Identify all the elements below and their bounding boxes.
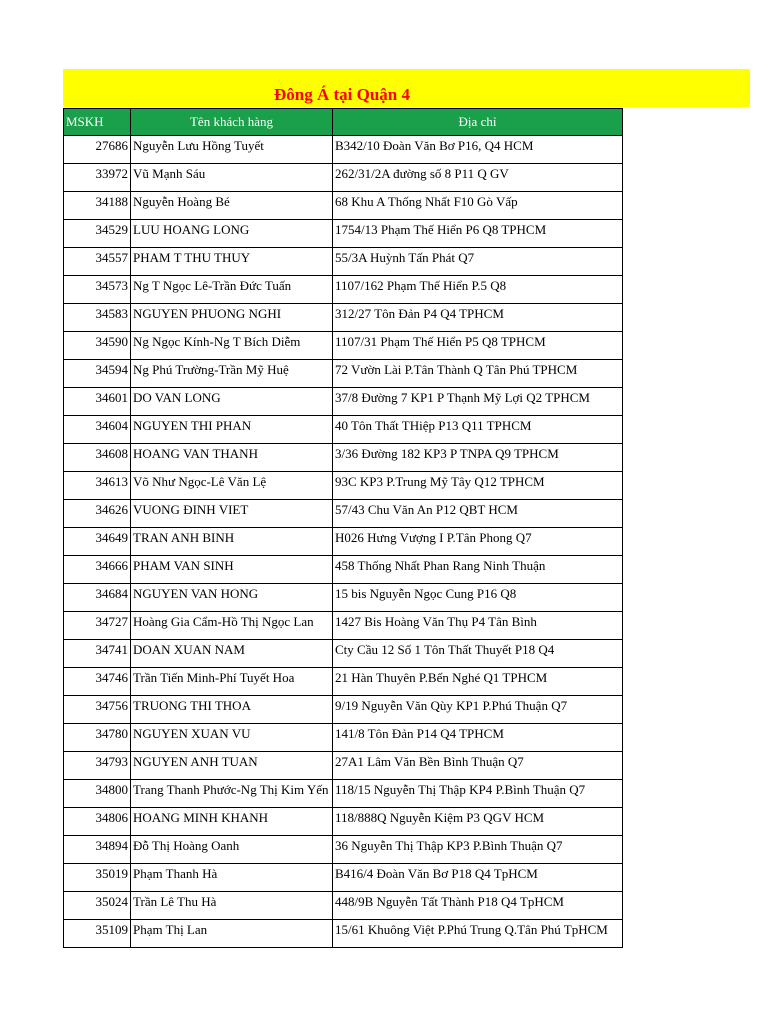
cell-address-text: H026 Hưng Vượng I P.Tân Phong Q7	[335, 531, 532, 545]
cell-name-text: NGUYEN XUAN VU	[133, 727, 251, 741]
cell-address-text: 21 Hàn Thuyên P.Bến Nghé Q1 TPHCM	[335, 671, 548, 685]
cell-code-text: 34604	[95, 419, 128, 433]
cell-address-text: 68 Khu A Thống Nhất F10 Gò Vấp	[335, 195, 518, 209]
cell-code-text: 34188	[95, 195, 128, 209]
cell-name-text: Trần Lê Thu Hà	[133, 895, 217, 909]
cell-name[interactable]	[131, 416, 333, 444]
cell-name-text: NGUYEN PHUONG NGHI	[133, 307, 282, 321]
cell-code[interactable]	[64, 892, 131, 920]
cell-code-text: 34557	[95, 251, 128, 265]
cell-code[interactable]	[64, 248, 131, 276]
cell-name[interactable]	[131, 696, 333, 724]
cell-address[interactable]	[333, 360, 623, 388]
cell-code[interactable]	[64, 668, 131, 696]
cell-code-text: 27686	[95, 139, 128, 153]
cell-name[interactable]	[131, 752, 333, 780]
cell-code[interactable]	[64, 332, 131, 360]
cell-name[interactable]	[131, 528, 333, 556]
cell-address-text: 458 Thống Nhất Phan Rang Ninh Thuận	[335, 559, 546, 573]
cell-address[interactable]	[333, 808, 623, 836]
cell-code-text: 34727	[95, 615, 128, 629]
table-row	[64, 164, 623, 192]
cell-name[interactable]	[131, 836, 333, 864]
cell-code-text: 34590	[95, 335, 128, 349]
cell-code-text: 34626	[95, 503, 128, 517]
column-header-code[interactable]: MSKH	[64, 109, 131, 136]
cell-name[interactable]	[131, 612, 333, 640]
cell-code-text: 33972	[95, 167, 128, 181]
table-row	[64, 276, 623, 304]
cell-name-text: Phạm Thị Lan	[133, 923, 208, 937]
cell-address-text: 57/43 Chu Văn An P12 QBT HCM	[335, 503, 518, 517]
cell-address-text: 3/36 Đường 182 KP3 P TNPA Q9 TPHCM	[335, 447, 559, 461]
cell-name[interactable]	[131, 584, 333, 612]
cell-code-text: 34649	[95, 531, 128, 545]
cell-name[interactable]	[131, 136, 333, 164]
table-row	[64, 752, 623, 780]
header-row	[64, 109, 623, 136]
cell-code[interactable]	[64, 864, 131, 892]
cell-code-text: 34613	[95, 475, 128, 489]
cell-code-text: 34583	[95, 307, 128, 321]
cell-code-text: 34780	[95, 727, 128, 741]
cell-address[interactable]	[333, 640, 623, 668]
cell-code-text: 34529	[95, 223, 128, 237]
table-row	[64, 528, 623, 556]
cell-name-text: NGUYEN THI PHAN	[133, 419, 252, 433]
table-row	[64, 836, 623, 864]
cell-code[interactable]	[64, 304, 131, 332]
cell-code[interactable]	[64, 444, 131, 472]
cell-name-text: Đỗ Thị Hoàng Oanh	[133, 839, 240, 853]
cell-code-text: 35024	[95, 895, 128, 909]
cell-address-text: 118/888Q Nguyễn Kiệm P3 QGV HCM	[335, 811, 545, 825]
cell-address[interactable]	[333, 136, 623, 164]
cell-address[interactable]	[333, 304, 623, 332]
cell-address[interactable]	[333, 248, 623, 276]
table-row	[64, 864, 623, 892]
table-row	[64, 640, 623, 668]
cell-address[interactable]	[333, 752, 623, 780]
cell-address-text: 55/3A Huỳnh Tấn Phát Q7	[335, 251, 475, 265]
cell-address[interactable]	[333, 612, 623, 640]
cell-address-text: 27A1 Lâm Văn Bền Bình Thuận Q7	[335, 755, 524, 769]
table-row	[64, 892, 623, 920]
cell-name[interactable]	[131, 780, 333, 808]
cell-name-text: HOANG MINH KHANH	[133, 811, 269, 825]
cell-name-text: TRAN ANH BINH	[133, 531, 235, 545]
cell-address[interactable]	[333, 780, 623, 808]
cell-code[interactable]	[64, 808, 131, 836]
cell-address-text: 448/9B Nguyễn Tất Thành P18 Q4 TpHCM	[335, 895, 564, 909]
cell-name[interactable]	[131, 808, 333, 836]
cell-name[interactable]	[131, 388, 333, 416]
cell-address-text: 262/31/2A đường số 8 P11 Q GV	[335, 167, 509, 181]
cell-code[interactable]	[64, 724, 131, 752]
cell-name-text: Võ Như Ngọc-Lê Văn Lệ	[133, 475, 267, 489]
cell-code[interactable]	[64, 696, 131, 724]
cell-address[interactable]	[333, 864, 623, 892]
table-row	[64, 612, 623, 640]
cell-address[interactable]	[333, 892, 623, 920]
cell-address-text: 1107/31 Phạm Thế Hiển P5 Q8 TPHCM	[335, 335, 546, 349]
column-header-address[interactable]: Địa chỉ	[333, 109, 623, 136]
cell-name-text: PHAM VAN SINH	[133, 559, 234, 573]
cell-address[interactable]	[333, 388, 623, 416]
cell-address-text: B342/10 Đoàn Văn Bơ P16, Q4 HCM	[335, 139, 534, 153]
cell-address[interactable]	[333, 724, 623, 752]
cell-code-text: 34594	[95, 363, 128, 377]
table-row	[64, 668, 623, 696]
table-row	[64, 556, 623, 584]
cell-name[interactable]	[131, 276, 333, 304]
cell-address[interactable]	[333, 332, 623, 360]
cell-name-text: Trang Thanh Phước-Ng Thị Kim Yến	[133, 783, 329, 797]
cell-address[interactable]	[333, 444, 623, 472]
table-row	[64, 780, 623, 808]
cell-code[interactable]	[64, 556, 131, 584]
cell-code[interactable]	[64, 164, 131, 192]
cell-address[interactable]	[333, 668, 623, 696]
cell-name[interactable]	[131, 332, 333, 360]
table-row	[64, 920, 623, 948]
cell-code-text: 34684	[95, 587, 128, 601]
cell-name[interactable]	[131, 500, 333, 528]
cell-name-text: NGUYEN VAN HONG	[133, 587, 259, 601]
table-row	[64, 192, 623, 220]
cell-name-text: VUONG ĐINH VIET	[133, 503, 249, 517]
cell-address-text: 40 Tôn Thất THiệp P13 Q11 TPHCM	[335, 419, 532, 433]
cell-name-text: Phạm Thanh Hà	[133, 867, 218, 881]
table-row	[64, 444, 623, 472]
table-row	[64, 472, 623, 500]
cell-code[interactable]	[64, 752, 131, 780]
cell-name-text: Nguyễn Hoàng Bé	[133, 195, 230, 209]
cell-name[interactable]	[131, 724, 333, 752]
table-row	[64, 584, 623, 612]
cell-name-text: DOAN XUAN NAM	[133, 643, 245, 657]
cell-name[interactable]	[131, 248, 333, 276]
cell-code[interactable]	[64, 416, 131, 444]
cell-name-text: Ng T Ngọc Lê-Trần Đức Tuấn	[133, 279, 292, 293]
cell-code[interactable]	[64, 136, 131, 164]
cell-code[interactable]	[64, 584, 131, 612]
cell-name-text: Ng Ngọc Kính-Ng T Bích Diễm	[133, 335, 301, 349]
cell-name-text: TRUONG THI THOA	[133, 699, 251, 713]
cell-address[interactable]	[333, 500, 623, 528]
cell-name-text: LUU HOANG LONG	[133, 223, 250, 237]
cell-address-text: 141/8 Tôn Đản P14 Q4 TPHCM	[335, 727, 504, 741]
cell-name-text: PHAM T THU THUY	[133, 251, 251, 265]
cell-address-text: Cty Cầu 12 Số 1 Tôn Thất Thuyết P18 Q4	[335, 643, 555, 657]
cell-code-text: 34746	[95, 671, 128, 685]
cell-address-text: 93C KP3 P.Trung Mỹ Tây Q12 TPHCM	[335, 475, 545, 489]
table-row	[64, 332, 623, 360]
table-row	[64, 248, 623, 276]
cell-address[interactable]	[333, 416, 623, 444]
table-row	[64, 696, 623, 724]
cell-address-text: 36 Nguyễn Thị Thập KP3 P.Bình Thuận Q7	[335, 839, 563, 853]
cell-code-text: 34741	[95, 643, 128, 657]
cell-name[interactable]	[131, 444, 333, 472]
cell-code[interactable]	[64, 360, 131, 388]
cell-name[interactable]	[131, 920, 333, 948]
cell-address[interactable]	[333, 836, 623, 864]
cell-address[interactable]	[333, 472, 623, 500]
cell-name[interactable]	[131, 556, 333, 584]
table-row	[64, 724, 623, 752]
cell-name[interactable]	[131, 472, 333, 500]
column-header-name[interactable]: Tên khách hàng	[131, 109, 333, 136]
table-row	[64, 416, 623, 444]
cell-name[interactable]	[131, 220, 333, 248]
cell-address-text: 1754/13 Phạm Thế Hiển P6 Q8 TPHCM	[335, 223, 547, 237]
table-body	[64, 136, 623, 948]
cell-name-text: DO VAN LONG	[133, 391, 221, 405]
cell-address-text: 15 bis Nguyễn Ngọc Cung P16 Q8	[335, 587, 517, 601]
table-row	[64, 360, 623, 388]
cell-code-text: 34894	[95, 839, 128, 853]
cell-address-text: 9/19 Nguyễn Văn Qùy KP1 P.Phú Thuận Q7	[335, 699, 568, 713]
cell-code[interactable]	[64, 472, 131, 500]
cell-code-text: 34573	[95, 279, 128, 293]
cell-code-text: 34608	[95, 447, 128, 461]
cell-name-text: Trần Tiến Minh-Phí Tuyết Hoa	[133, 671, 295, 685]
sheet-title: Đông Á tại Quận 4	[273, 85, 411, 104]
table-row	[64, 388, 623, 416]
cell-code[interactable]	[64, 276, 131, 304]
cell-name-text: NGUYEN ANH TUAN	[133, 755, 258, 769]
cell-code-text: 34793	[95, 755, 128, 769]
cell-address[interactable]	[333, 584, 623, 612]
cell-address-text: 15/61 Khuông Việt P.Phú Trung Q.Tân Phú TpHCM	[335, 923, 608, 937]
cell-code[interactable]	[64, 388, 131, 416]
cell-address[interactable]	[333, 556, 623, 584]
cell-code[interactable]	[64, 640, 131, 668]
cell-address-text: 312/27 Tôn Đản P4 Q4 TPHCM	[335, 307, 504, 321]
cell-code-text: 34756	[95, 699, 128, 713]
cell-address[interactable]	[333, 696, 623, 724]
cell-code[interactable]	[64, 780, 131, 808]
cell-name-text: Vũ Mạnh Sáu	[133, 167, 206, 181]
cell-code[interactable]	[64, 500, 131, 528]
cell-code[interactable]	[64, 220, 131, 248]
cell-code[interactable]	[64, 920, 131, 948]
cell-name[interactable]	[131, 360, 333, 388]
cell-address-text: 37/8 Đường 7 KP1 P Thạnh Mỹ Lợi Q2 TPHCM	[335, 391, 590, 405]
table-row	[64, 136, 623, 164]
cell-name[interactable]	[131, 164, 333, 192]
cell-name[interactable]	[131, 304, 333, 332]
table-row	[64, 220, 623, 248]
cell-address-text: 1107/162 Phạm Thế Hiển P.5 Q8	[335, 279, 507, 293]
cell-address-text: 72 Vườn Lài P.Tân Thành Q Tân Phú TPHCM	[335, 363, 578, 377]
cell-code-text: 34800	[95, 783, 128, 797]
cell-name-text: Nguyễn Lưu Hồng Tuyết	[133, 139, 264, 153]
cell-address-text: 118/15 Nguyễn Thị Thập KP4 P.Bình Thuận Q7	[335, 783, 586, 797]
cell-name-text: Hoàng Gia Cẩm-Hồ Thị Ngọc Lan	[133, 615, 314, 629]
cell-code-text: 35019	[95, 867, 128, 881]
cell-name[interactable]	[131, 864, 333, 892]
cell-address[interactable]	[333, 192, 623, 220]
cell-address[interactable]	[333, 920, 623, 948]
table-row	[64, 304, 623, 332]
cell-code[interactable]	[64, 528, 131, 556]
cell-name-text: HOANG VAN THANH	[133, 447, 258, 461]
cell-code[interactable]	[64, 192, 131, 220]
cell-code-text: 34666	[95, 559, 128, 573]
cell-name[interactable]	[131, 892, 333, 920]
cell-code[interactable]	[64, 612, 131, 640]
cell-address[interactable]	[333, 528, 623, 556]
cell-address[interactable]	[333, 220, 623, 248]
cell-name[interactable]	[131, 640, 333, 668]
cell-name-text: Ng Phú Trường-Trần Mỹ Huệ	[133, 363, 289, 377]
cell-code-text: 34806	[95, 811, 128, 825]
table-row	[64, 808, 623, 836]
cell-code-text: 34601	[95, 391, 128, 405]
cell-code[interactable]	[64, 836, 131, 864]
table-row	[64, 500, 623, 528]
cell-address-text: 1427 Bis Hoàng Văn Thụ P4 Tân Bình	[335, 615, 537, 629]
cell-address-text: B416/4 Đoàn Văn Bơ P18 Q4 TpHCM	[335, 867, 538, 881]
customer-table	[63, 108, 623, 948]
cell-address[interactable]	[333, 164, 623, 192]
cell-name[interactable]	[131, 192, 333, 220]
cell-name[interactable]	[131, 668, 333, 696]
cell-code-text: 35109	[95, 923, 128, 937]
cell-address[interactable]	[333, 276, 623, 304]
